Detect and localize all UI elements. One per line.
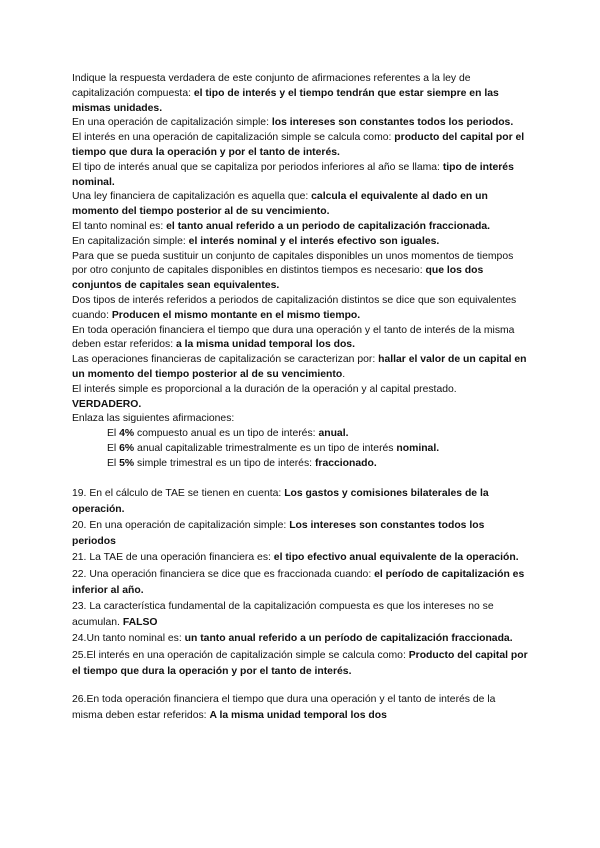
answer-text: a la misma unidad temporal los dos. bbox=[175, 339, 355, 351]
answer-text: el tipo de interés y el tiempo tendrán que estar siempre en las mismas unidades. bbox=[72, 87, 499, 114]
question-text: En una operación de capitalización simple: bbox=[72, 117, 272, 129]
statement bbox=[72, 116, 528, 131]
question-text: 21. La TAE de una operación financiera es: bbox=[72, 552, 274, 564]
match-text: anual capitalizable trimestralmente es un tipo de interés bbox=[134, 442, 397, 454]
match-answer: fraccionado. bbox=[314, 457, 377, 469]
match-prefix: El bbox=[107, 457, 120, 469]
statement bbox=[72, 161, 528, 191]
answer-text: el tipo efectivo anual equivalente de la operación. bbox=[273, 552, 519, 564]
statement bbox=[72, 220, 528, 235]
answer-text: A la misma unidad temporal los dos bbox=[209, 710, 387, 722]
numbered-item bbox=[72, 599, 528, 631]
match-item bbox=[72, 427, 528, 442]
answer-text: un tanto anual referido a un período de capitalización fraccionada. bbox=[184, 633, 513, 645]
statement bbox=[72, 324, 528, 354]
answer-text: FALSO bbox=[122, 617, 158, 629]
answer-text: hallar el valor de un capital en un momento del tiempo posterior al de su vencimiento bbox=[72, 354, 527, 380]
question-text: En capitalización simple: bbox=[72, 235, 189, 247]
match-rate: 4% bbox=[119, 428, 135, 440]
question-text: Indique la respuesta verdadera de este conjunto de afirmaciones referentes a la ley de capitalización compuesta: bbox=[72, 73, 471, 99]
question-text: 26.En toda operación financiera el tiempo que dura una operación y el tanto de interés de la misma deben estar referidos: bbox=[72, 693, 496, 722]
question-text: 25.El interés en una operación de capitalización simple se calcula como: bbox=[72, 649, 409, 661]
answer-text: VERDADERO. bbox=[72, 398, 142, 410]
trailing-punctuation: . bbox=[342, 368, 346, 380]
numbered-item bbox=[72, 567, 528, 599]
question-text: 20. En una operación de capitalización simple: bbox=[72, 519, 290, 531]
match-answer: nominal. bbox=[396, 442, 440, 454]
question-text: 23. La característica fundamental de la capitalización compuesta es que los intereses no se acumulan. bbox=[72, 600, 494, 629]
answer-text: calcula el equivalente al dado en un momento del tiempo posterior al de su vencimiento. bbox=[72, 191, 488, 218]
question-text: Para que se pueda sustituir un conjunto de capitales disponibles un unos momentos de tiempos por otro conjunto de capitales disponibles en distintos tiempos es necesario: bbox=[72, 250, 514, 277]
match-item bbox=[72, 442, 528, 457]
numbered-item bbox=[72, 692, 528, 724]
section-numbered bbox=[72, 486, 528, 725]
answer-text: el tanto anual referido a un periodo de capitalización fraccionada. bbox=[166, 220, 491, 232]
statement bbox=[72, 131, 528, 161]
answer-text: el interés nominal y el interés efectivo son iguales. bbox=[188, 235, 440, 247]
statement bbox=[72, 250, 528, 294]
match-text: simple trimestral es un tipo de interés: bbox=[134, 457, 315, 469]
match-prefix: El bbox=[107, 428, 120, 440]
statement bbox=[72, 235, 528, 250]
match-prefix: El bbox=[107, 442, 120, 454]
numbered-item bbox=[72, 486, 528, 518]
numbered-item bbox=[72, 518, 528, 550]
answer-text: Producto del capital por el tiempo que dura la operación y por el tanto de interés. bbox=[72, 649, 528, 677]
answer-text: el período de capitalización es inferior al año. bbox=[72, 568, 525, 596]
question-text: Una ley financiera de capitalización es aquella que: bbox=[72, 191, 312, 203]
statement bbox=[72, 72, 528, 116]
question-text: Dos tipos de interés referidos a periodos de capitalización distintos se dice que son equivalentes cuando: bbox=[72, 294, 517, 321]
question-text: 24.Un tanto nominal es: bbox=[72, 633, 185, 645]
question-text: Las operaciones financieras de capitalización se caracterizan por: bbox=[72, 354, 379, 366]
question-text: El interés en una operación de capitalización simple se calcula como: bbox=[72, 132, 395, 144]
question-text: El interés simple es proporcional a la duración de la operación y al capital prestado. bbox=[72, 383, 457, 395]
answer-text: Los gastos y comisiones bilaterales de la operación. bbox=[72, 487, 489, 515]
question-text: En toda operación financiera el tiempo que dura una operación y el tanto de interés de la misma deben estar referidos: bbox=[72, 324, 515, 351]
section-part1 bbox=[72, 72, 528, 472]
spacer bbox=[72, 680, 528, 692]
answer-text: los intereses son constantes todos los periodos. bbox=[271, 117, 514, 129]
match-intro: Enlaza las siguientes afirmaciones: bbox=[72, 413, 235, 425]
numbered-item bbox=[72, 648, 528, 680]
match-item bbox=[72, 457, 528, 472]
numbered-item bbox=[72, 550, 528, 566]
answer-text: Producen el mismo montante en el mismo tiempo. bbox=[111, 309, 361, 321]
answer-text: que los dos conjuntos de capitales sean equivalentes. bbox=[72, 265, 484, 292]
answer-text: producto del capital por el tiempo que dura la operación y por el tanto de interés. bbox=[72, 132, 525, 158]
match-answer: anual. bbox=[318, 428, 349, 440]
question-text: 19. En el cálculo de TAE se tienen en cuenta: bbox=[72, 487, 285, 499]
question-text: El tanto nominal es: bbox=[72, 220, 167, 232]
match-rate: 5% bbox=[119, 457, 135, 469]
statement bbox=[72, 353, 528, 383]
question-text: El tipo de interés anual que se capitaliza por periodos inferiores al año se llama: bbox=[72, 161, 443, 173]
match-rate: 6% bbox=[119, 442, 135, 454]
statement bbox=[72, 383, 528, 413]
answer-text: Los intereses son constantes todos los periodos bbox=[72, 519, 485, 548]
numbered-item bbox=[72, 631, 528, 647]
statement bbox=[72, 190, 528, 220]
spacer bbox=[72, 472, 528, 486]
answer-text: tipo de interés nominal. bbox=[72, 161, 514, 188]
statement bbox=[72, 294, 528, 324]
question-text: 22. Una operación financiera se dice que es fraccionada cuando: bbox=[72, 568, 375, 580]
match-text: compuesto anual es un tipo de interés: bbox=[134, 428, 319, 440]
